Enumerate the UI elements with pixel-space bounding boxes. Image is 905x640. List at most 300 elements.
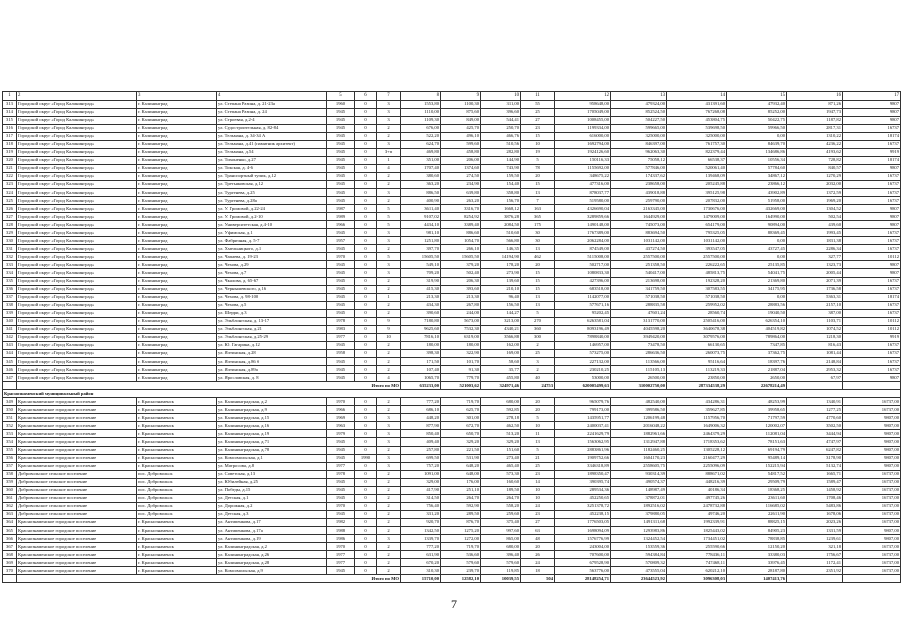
table-row [3,172,901,180]
table-cell: 579,60 [441,559,481,567]
table-cell: 2 [377,567,401,575]
table-cell: 3 [377,430,401,438]
table-cell: 434,30 [401,301,441,309]
table-cell: 16737,00 [843,567,901,575]
table-cell: 650,70 [441,430,481,438]
table-cell: 63 [521,526,555,534]
table-cell: 1970 [327,253,355,261]
table-cell: 40 [521,374,555,382]
table-cell: 360 [521,325,555,333]
table-cell: 16737 [843,277,901,285]
total-value: 3096308,03 [667,575,727,583]
table-cell: 778436,11 [667,551,727,559]
table-cell: 345 [3,358,17,366]
table-cell: 573,30 [481,470,521,478]
table-cell: 7816,10 [401,333,441,341]
table-cell: 1945 [327,269,355,277]
table-row [3,374,901,382]
table-cell: 4326690,04 [555,205,611,213]
table-cell: 0 [355,277,377,285]
table-cell: 375,40 [481,518,521,526]
table-cell: 0 [355,325,377,333]
table-cell: 767268,08 [667,108,727,116]
table-cell: 563776,00 [555,567,611,575]
table-cell: 686,10 [401,406,441,414]
table-cell: 329,00 [401,478,441,486]
table-cell: 358,80 [481,189,521,197]
table-cell: 1987 [327,205,355,213]
table-cell: 0 [355,422,377,430]
table-cell: 1978 [327,317,355,325]
table-cell: 113219,33 [667,366,727,374]
table-cell: 206,30 [441,277,481,285]
table-cell: 5 [377,221,401,229]
table-cell: 462,50 [481,422,521,430]
column-number-row [3,92,901,101]
table-cell: 1668,12 [481,205,521,213]
table-cell: 777,20 [401,398,441,406]
table-cell: ул. Чехова, д.29 [217,261,327,269]
table-cell: 88369,45 [727,229,787,237]
table-cell: 579,60 [481,559,521,567]
table-cell: 1966 [327,221,355,229]
table-cell: 1970 [327,543,355,551]
table-cell: 221,50 [441,446,481,454]
table-cell: Краснознаменское городское поселение [17,406,137,414]
table-cell: 1945 [327,374,355,382]
table-cell: г. Краснознаменск [137,406,217,414]
table-cell: 330 [3,237,17,245]
table-row [3,309,901,317]
table-cell: 95202,45 [555,309,611,317]
table-cell: 325000,00 [611,132,667,140]
table-cell: 3 [137,92,217,101]
table-cell: 1990 [355,454,377,462]
table-cell: г. Калининград [137,229,217,237]
table-cell: 25 [521,349,555,357]
table-cell: 510,60 [481,229,521,237]
table-cell: 2 [377,197,401,205]
table-cell: 329 [3,229,17,237]
table-cell: 0 [355,180,377,188]
table-cell: 0 [355,567,377,575]
table-cell: 139,60 [481,277,521,285]
table-cell: Городской округ «Город Калининград» [17,333,137,341]
table-cell: 180,00 [401,341,441,349]
table-cell: 1734451,02 [667,535,727,543]
table-cell: 318 [3,140,17,148]
table-cell: 1825443,02 [667,526,727,534]
table-cell: 513,20 [481,430,521,438]
table-cell: 21887,04 [727,366,787,374]
table-cell: 153559,36 [611,543,667,551]
table-cell: 239,70 [441,567,481,575]
table-cell: 639,80 [441,189,481,197]
table-cell: 1992339,91 [667,518,727,526]
table-cell: 251358,50 [611,261,667,269]
table-cell: 2 [377,446,401,454]
table-cell: 875,60 [441,108,481,116]
table-cell: 4770,60 [787,414,843,422]
table-row [3,180,901,188]
table-cell: 19 [521,148,555,156]
table-cell: 883694,50 [611,229,667,237]
table-cell: 648,20 [441,462,481,470]
table-row [3,156,901,164]
table-cell: 1109,30 [401,116,441,124]
table-cell: г. Калининград [137,261,217,269]
table-cell: 357 [3,462,17,470]
table-cell: 320 [3,156,17,164]
table-cell: 571038,50 [611,293,667,301]
table-cell: 316 [3,124,17,132]
table-cell: 886,50 [401,189,441,197]
table-cell: 16737 [843,366,901,374]
table-cell: 531,90 [441,454,481,462]
table-cell: 5 [521,446,555,454]
table-cell: 599,60 [441,140,481,148]
table-cell: 16737 [843,180,901,188]
table-cell: 1678,06 [787,510,843,518]
table-cell: 16737,00 [843,406,901,414]
table-cell: 502,40 [441,269,481,277]
table-cell: ул. Шерри, д.3 [217,309,327,317]
total-value: 635233,00 [401,382,441,390]
table-cell: 1945 [327,172,355,180]
total-label: Итого по МО [17,575,401,583]
table-row [3,406,901,414]
table-cell: 427396,00 [555,277,611,285]
table-cell: 4045598,20 [611,325,667,333]
table-cell: Краснознаменское городское поселение [17,551,137,559]
table-cell: 78151,63 [727,438,787,446]
table-cell: ул. У. Громовой, д.22-24 [217,205,327,213]
table-cell: 9807,00 [843,414,901,422]
table-cell: 23850,00 [667,374,727,382]
table-cell: 387,00 [787,309,843,317]
table-cell: 0 [355,502,377,510]
table-cell: 120002,07 [727,422,787,430]
table-row [3,366,901,374]
table-cell: 178,20 [481,261,521,269]
table-cell: г. Краснознаменск [137,518,217,526]
table-cell: 1155692,00 [555,164,611,172]
table-cell: 9807 [843,100,901,108]
table-cell: 9807 [843,213,901,221]
table-cell: 1707,40 [401,164,441,172]
table-cell: 0 [355,301,377,309]
table-cell: 380,60 [401,172,441,180]
table-cell: 9 [441,92,481,101]
table-cell: 282,80 [481,148,521,156]
table-cell: 26500,00 [611,374,667,382]
table-cell: 16737 [843,285,901,293]
table-cell: 502,54 [787,213,843,221]
total-value: 15710,00 [401,575,441,583]
table-cell: 163 [521,205,555,213]
table-cell: 1945 [327,285,355,293]
section-title: Краснознаменский муниципальный район [3,390,901,398]
table-cell: г. Краснознаменск [137,543,217,551]
table-cell: Городской округ «Город Калининград» [17,245,137,253]
table-cell: 2 [377,301,401,309]
table-cell [843,382,901,390]
table-cell: 324 [3,189,17,197]
table-cell: 519580,00 [555,197,611,205]
table-cell: 0 [355,462,377,470]
table-cell: Краснознаменское городское поселение [17,559,137,567]
table-cell: Добровольское сельское поселение [17,494,137,502]
table-cell: 162,00 [481,341,521,349]
table-cell: 0 [355,213,377,221]
table-cell: г. Калининград [137,197,217,205]
total-value: 324971,46 [481,382,521,390]
table-cell: 7 [377,92,401,101]
table-cell: 1970 [327,502,355,510]
table-cell: Городской округ «Город Калининград» [17,116,137,124]
table-cell: 425,70 [441,124,481,132]
table-row [3,245,901,253]
table-cell: г. Краснознаменск [137,551,217,559]
table-cell: 112081,04 [727,430,787,438]
table-cell: 0 [355,341,377,349]
table-cell: 16737 [843,124,901,132]
table-cell: 1986 [327,535,355,543]
table-cell: 329,20 [441,438,481,446]
table-cell: 1945 [327,446,355,454]
table-cell: 2 [377,124,401,132]
table-cell: 278,18 [481,414,521,422]
table-cell: 259952,02 [667,301,727,309]
table-cell: 577846,00 [611,164,667,172]
table-cell: г. Калининград [137,374,217,382]
table-cell: г. Калининград [137,341,217,349]
table-cell: 359 [3,478,17,486]
table-cell: 3178,90 [787,454,843,462]
table-cell: 5 [377,205,401,213]
table-cell: 364 [3,518,17,526]
table-cell: ул. Комсомольская, д.9 [217,567,327,575]
table-row [3,140,901,148]
table-cell: 504227,50 [611,116,667,124]
table-cell: 466,76 [481,132,521,140]
table-cell: 115105,13 [611,366,667,374]
table-cell: 368 [3,551,17,559]
table-cell: 1206199,48 [611,414,667,422]
table-cell: 363,20 [401,180,441,188]
table-cell: 16737 [843,301,901,309]
table-cell: 0 [355,237,377,245]
table-cell: 9807,00 [843,438,901,446]
table-cell: 2558605,75 [611,462,667,470]
table-row [3,535,901,543]
table-row [3,543,901,551]
table-cell: 522,20 [401,132,441,140]
table-cell: 0 [355,470,377,478]
table-cell: 0,00 [727,293,787,301]
table-cell: 0 [355,116,377,124]
table-cell: 1110,00 [401,108,441,116]
table-cell: 571038,50 [667,293,727,301]
table-cell: 822379,44 [667,148,727,156]
table-cell: г. Краснознаменск [137,567,217,575]
table-cell: 877,90 [401,422,441,430]
table-cell: 270 [521,317,555,325]
table-cell: 0 [355,132,377,140]
table-cell: 1239,61 [787,535,843,543]
table-cell: 23 [521,470,555,478]
table-cell: 1272,00 [441,535,481,543]
table-cell: 1882961,66 [611,430,667,438]
table-cell: 5115008,00 [555,253,611,261]
table-cell: г. Калининград [137,172,217,180]
table-cell: 756,40 [401,502,441,510]
table-cell: 23866,12 [727,180,787,188]
table-cell: 1 [3,92,17,101]
table-cell: 378872,01 [611,494,667,502]
table-cell: 400,90 [401,197,441,205]
table-cell: 189,50 [481,486,521,494]
table-row [3,349,901,357]
table-cell: Городской округ «Город Калининград» [17,349,137,357]
table-cell: 0 [355,108,377,116]
table-cell: 55 [521,100,555,108]
table-cell: 448216,39 [667,478,727,486]
table-cell: 1142077,00 [555,293,611,301]
table-cell: 1945 [327,108,355,116]
table-row [3,454,901,462]
table-cell: 2 [377,172,401,180]
table-cell: 0 [355,189,377,197]
table-cell: 0 [355,526,377,534]
table-cell: 69194,79 [727,446,787,454]
table-cell: 1983 [327,325,355,333]
table-cell: ул. Тельмана, д. 34-34 А [217,132,327,140]
table-cell: 15 [521,277,555,285]
table-cell: 50422,75 [727,116,787,124]
table-cell: 264,70 [481,494,521,502]
table-cell: 462 [521,253,555,261]
table-cell: г. Краснознаменск [137,438,217,446]
total-value: 23644523,92 [611,575,667,583]
table-cell: 16737,00 [843,510,901,518]
table-cell: 3316,70 [441,205,481,213]
table-cell: 654179,00 [667,221,727,229]
table-cell: 365 [3,526,17,534]
table-cell: 259790,00 [611,197,667,205]
table-cell: 670,20 [401,559,441,567]
table-cell: 395125,98 [667,189,727,197]
table-cell: ул. Фабричная, д. 5-7 [217,237,327,245]
table-cell: 53000,00 [555,374,611,382]
table-cell: 0 [355,124,377,132]
table-cell: ул. Калининградская, д.2 [217,543,327,551]
table-cell: 91,30 [441,366,481,374]
table-cell: 4 [217,92,327,101]
table-cell: 255590,66 [667,543,727,551]
table-cell: 1945 [327,140,355,148]
table-cell: 29509,79 [727,478,787,486]
table-cell: 1081,44 [787,349,843,357]
total-value: 12582,10 [441,575,481,583]
table-cell: 67,97 [787,374,843,382]
table-cell: 301,00 [441,414,481,422]
table-cell: 9807 [843,116,901,124]
table-cell: 171,50 [401,358,441,366]
table-cell: 962063,30 [611,148,667,156]
table-cell: 5 [377,253,401,261]
table-cell: Городской округ «Город Калининград» [17,358,137,366]
table-row [3,237,901,245]
table-cell: 549,10 [401,261,441,269]
table-cell: 359627,85 [667,406,727,414]
table-cell: 3566,88 [481,333,521,341]
table-row [3,293,901,301]
table-cell: 354 [3,438,17,446]
table-cell: 335 [3,277,17,285]
table-row [3,438,901,446]
table-cell: 1458,92 [787,486,843,494]
table-cell: 1065,70 [401,374,441,382]
table-cell: 9807,00 [843,462,901,470]
table-cell: 362 [3,502,17,510]
table-cell: 2163345,00 [611,205,667,213]
table-cell: 369 [3,559,17,567]
table-cell: 477316,00 [555,180,611,188]
table-cell: 230210,25 [555,366,611,374]
table-cell: 266,10 [441,245,481,253]
table-cell: ул. Тельмана, д.54 [217,148,327,156]
table-cell: 8 [401,92,441,101]
table-cell: 259,60 [481,510,521,518]
table-cell: г. Калининград [137,358,217,366]
table-cell: 871,26 [787,100,843,108]
table-cell: 981,10 [401,229,441,237]
table-cell: 1756,67 [787,551,843,559]
table-cell: 13 [521,189,555,197]
table-cell: 0 [355,358,377,366]
table-cell: 1945 [327,309,355,317]
table-cell: 397,70 [401,245,441,253]
table-cell: 452238,15 [555,510,611,518]
table-cell: 5 [521,309,555,317]
table-cell: Краснознаменское городское поселение [17,446,137,454]
table-cell: 1649006,32 [667,422,727,430]
table-cell: 85252,00 [727,108,787,116]
table-cell: ул. Чернышевского, д.16 [217,285,327,293]
table-cell: 1604170,23 [611,454,667,462]
table-cell: 415,30 [401,285,441,293]
table-cell: 328 [3,221,17,229]
table-cell: 1945 [327,116,355,124]
table-cell: 27 [521,116,555,124]
table-cell: Городской округ «Город Калининград» [17,269,137,277]
table-cell: 1945 [327,156,355,164]
table-cell: 536,60 [441,551,481,559]
table-cell: 367 [3,543,17,551]
table-cell: 0 [355,551,377,559]
table-cell: 250,70 [481,124,521,132]
table-cell: 398,30 [401,349,441,357]
table-row [3,526,901,534]
table-cell: 502717,00 [555,261,611,269]
table-cell: 314,50 [401,494,441,502]
table-cell [3,382,17,390]
table-cell: 10112 [843,325,901,333]
table-cell: 344 [3,349,17,357]
table-cell: 33380,03 [727,551,787,559]
table-cell: Краснознаменское городское поселение [17,422,137,430]
